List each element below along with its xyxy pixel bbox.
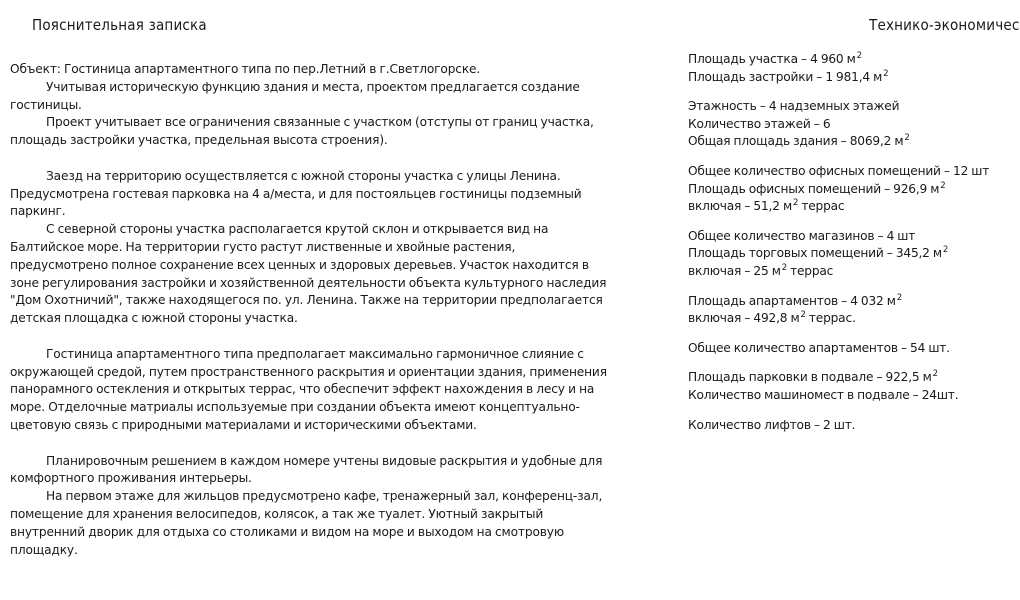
- indicator-text: Общее количество апартаментов – 54 шт.: [688, 340, 950, 355]
- indicator-line: [688, 51, 994, 69]
- indicator-line: [688, 293, 994, 311]
- paragraph-gap: [10, 150, 610, 168]
- unit-superscript: 2: [856, 51, 862, 61]
- unit-label: м: [922, 370, 932, 385]
- indicator-line: [688, 198, 994, 216]
- indicator-text: включая – 25: [688, 263, 772, 278]
- technical-indicators-list: [688, 51, 994, 446]
- indicator-group: [688, 369, 994, 404]
- note-paragraph: С северной стороны участка располагается крутой склон и открывается вид на Балтийское море. На территории густо растут лиственные и хвойные растения, предусмотрено полное сохранение всех ценных и здоровых деревьев. Участок находится в зоне регулирования застройки и хозяйственной деятельности объекта культурного наследия "Дом Охотничий", также находящегося по. ул. Ленина. Также на территории предполагается детская площадка с южной стороны участка.: [10, 222, 607, 326]
- note-paragraph: Проект учитывает все ограничения связанные с участком (отступы от границ участка, площадь застройки участка, предельная высота строения).: [10, 115, 594, 148]
- unit-label: м: [932, 246, 942, 261]
- indicator-group: [688, 417, 994, 435]
- unit-superscript: 2: [940, 180, 946, 191]
- indicator-text: Общее количество магазинов – 4 шт: [688, 228, 916, 243]
- indicator-text: Количество машиномест в подвале – 24шт.: [688, 387, 959, 402]
- indicator-group: [688, 293, 994, 328]
- indicator-text: Общая площадь здания – 8069,2: [688, 134, 895, 149]
- indicator-line: [688, 263, 994, 281]
- unit-label: м: [894, 134, 904, 149]
- indicator-text: Общее количество офисных помещений – 12 шт: [688, 163, 990, 178]
- indicator-line: [688, 98, 994, 116]
- explanatory-note-title: Пояснительная записка: [32, 16, 207, 34]
- unit-superscript: 2: [896, 292, 902, 303]
- indicator-group: [688, 340, 994, 358]
- indicator-text: Площадь офисных помещений – 926,9: [688, 181, 931, 196]
- unit-superscript: 2: [792, 198, 799, 209]
- indicator-line: [688, 245, 994, 263]
- indicator-text: Количество лифтов – 2 шт.: [688, 417, 856, 432]
- indicator-line: [688, 69, 994, 87]
- unit-label: м: [790, 311, 800, 326]
- indicator-line: [688, 310, 994, 328]
- explanatory-note-body: [10, 61, 610, 559]
- indicator-line: [688, 228, 994, 246]
- indicator-text: включая – 492,8: [688, 311, 791, 326]
- indicator-text: Площадь торговых помещений – 345,2: [688, 246, 933, 261]
- indicator-text: Этажность – 4 надземных этажей: [688, 99, 900, 114]
- note-paragraph: Учитывая историческую функцию здания и места, проектом предлагается создание гостиницы.: [10, 79, 580, 112]
- indicator-line: [688, 417, 994, 435]
- indicator-suffix: террас.: [805, 311, 856, 326]
- unit-label: м: [782, 199, 792, 214]
- indicator-group: [688, 98, 994, 151]
- indicator-line: [688, 163, 994, 181]
- paragraph-gap: [10, 435, 610, 453]
- indicator-line: [688, 387, 994, 405]
- indicator-group: [688, 163, 994, 216]
- technical-indicators-title: Технико-экономичес: [869, 16, 1020, 34]
- indicator-text: Площадь парковки в подвале – 922,5: [688, 370, 923, 385]
- indicator-text: Количество этажей – 6: [688, 116, 831, 131]
- explanatory-note-section: [10, 14, 610, 557]
- note-paragraph: Гостиница апартаментного типа предполагает максимально гармоничное слияние с окружающей средой, путем пространственного раскрытия и ориентации здания, применения панорамного остекления и открытых террас, что обеспечит эффект нахождения в лесу и на море. Отделочные матриалы используемые при создании объекта имеют концептуально-цветовую связь с природными материалами и историческими объектами.: [10, 346, 607, 432]
- indicator-suffix: террас: [798, 199, 845, 214]
- unit-label: м: [886, 293, 896, 308]
- unit-superscript: 2: [932, 369, 938, 380]
- unit-label: м: [930, 181, 940, 196]
- unit-label: м: [873, 69, 883, 84]
- unit-label: м: [771, 263, 781, 278]
- indicator-line: [688, 369, 994, 387]
- indicator-group: [688, 228, 994, 281]
- indicator-line: [688, 133, 994, 151]
- unit-superscript: 2: [800, 310, 806, 321]
- note-paragraph: Заезд на территорию осуществляется с южной стороны участка с улицы Ленина. Предусмотрена гостевая парковка на 4 а/места, и для постояльцев гостиницы подземный паркинг.: [10, 168, 582, 219]
- indicator-text: Площадь участка – 4 960: [688, 52, 847, 66]
- indicator-line: [688, 340, 994, 358]
- note-paragraph: На первом этаже для жильцов предусмотрено кафе, тренажерный зал, конференц-зал, помещение для хранения велосипедов, колясок, а так же туалет. Уютный закрытый внутренний дворик для отдыха со столиками и видом на море и выходом на смотровую площадку.: [10, 489, 603, 557]
- indicator-text: Площадь апартаментов – 4 032: [688, 293, 887, 308]
- unit-superscript: 2: [883, 68, 889, 79]
- indicator-text: Площадь застройки – 1 981,4: [688, 69, 874, 84]
- indicator-text: включая – 51,2: [688, 199, 783, 214]
- unit-label: м: [846, 52, 856, 66]
- indicator-line: [688, 181, 994, 199]
- indicator-group: [688, 51, 994, 86]
- unit-superscript: 2: [781, 262, 787, 273]
- unit-superscript: 2: [942, 245, 949, 256]
- note-paragraph: Планировочным решением в каждом номере учтены видовые раскрытия и удобные для комфортного проживания интерьеры.: [10, 453, 603, 486]
- indicator-line: [688, 116, 994, 134]
- unit-superscript: 2: [904, 133, 910, 144]
- paragraph-gap: [10, 328, 610, 346]
- object-line: Объект: Гостиница апартаментного типа по пер.Летний в г.Светлогорске.: [10, 62, 481, 76]
- indicator-suffix: террас: [786, 263, 834, 278]
